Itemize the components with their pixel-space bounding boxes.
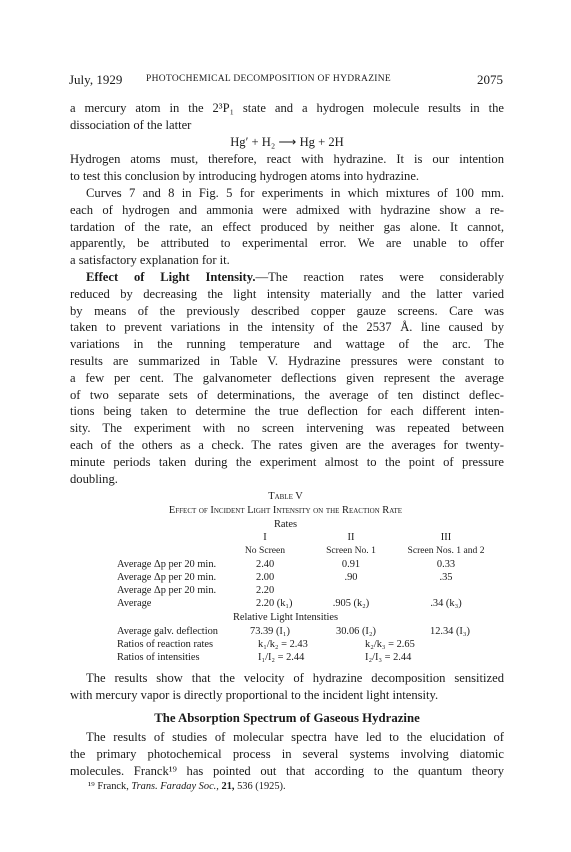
paragraph-4 xyxy=(70,269,504,487)
rates-heading: Rates xyxy=(273,519,298,530)
text-line: a satisfactory explanation for it. xyxy=(70,253,230,268)
row-label: Average xyxy=(117,598,152,609)
text-line: tardation of the rate, an effect produced by neither gas alone. It cannot, xyxy=(70,219,504,234)
cell-value: I₁/I₂ = 2.44 xyxy=(258,652,305,663)
column-number: III xyxy=(440,532,452,543)
equation-text: Hg′ + H₂ ⟶ Hg + 2H xyxy=(230,135,344,149)
text-line: doubling. xyxy=(70,471,118,486)
text-line: Hydrogen atoms must, therefore, react with hydrazine. It is our intention xyxy=(70,152,504,166)
row-label: Average Δp per 20 min. xyxy=(117,572,217,583)
row-label: Average Δp per 20 min. xyxy=(117,585,217,596)
text-line: to test this conclusion by introducing hydrogen atoms into hydrazine. xyxy=(70,168,420,183)
text-line: variations in the running temperature and wattage of the arc. The xyxy=(70,337,504,352)
column-header: No Screen xyxy=(244,545,286,556)
text-line: with mercury vapor is directly proportional to the incident light intensity. xyxy=(70,687,439,702)
text-line: a mercury atom in the 2³P₁ state and a hydrogen molecule results in the xyxy=(70,101,504,115)
footnote-volume: 21, xyxy=(221,781,235,792)
cell-value: 12.34 (I₃) xyxy=(430,626,470,637)
text-line: minute periods taken during the experiment almost to the point of pressure xyxy=(70,454,504,469)
table-label: Table V xyxy=(268,491,303,502)
text-line: results are summarized in Table V. Hydrazine pressures were constant to xyxy=(70,353,504,368)
header-running-title: PHOTOCHEMICAL DECOMPOSITION OF HYDRAZINE xyxy=(146,74,392,84)
cell-value: .34 (k₃) xyxy=(430,598,462,609)
footnote xyxy=(88,781,286,792)
text-line: taken to prevent variations in the intensity of the 2537 Å. line caused by xyxy=(70,320,504,335)
cell-value: k₂/k₃ = 2.65 xyxy=(365,639,415,650)
text-line: apparently, be attributed to experimental error. We are unable to offer xyxy=(70,236,504,251)
text-line: The results show that the velocity of hydrazine decomposition sensitized xyxy=(86,671,504,685)
footnote-journal: Trans. Faraday Soc., xyxy=(131,781,219,792)
table-row xyxy=(0,626,571,639)
text-line: sity. The experiment with no screen intervening was repeated between xyxy=(70,421,504,436)
table-row xyxy=(0,639,571,652)
intensity-heading: Relative Light Intensities xyxy=(232,612,339,623)
column-header: Screen No. 1 xyxy=(326,545,376,556)
text-line: molecules. Franck¹⁹ has pointed out that according to the quantum theory xyxy=(70,763,504,778)
column-header: Screen Nos. 1 and 2 xyxy=(407,545,485,556)
section-heading: The Absorption Spectrum of Gaseous Hydrazine xyxy=(154,711,420,725)
header-date: July, 1929 xyxy=(69,72,123,87)
column-numbers-row xyxy=(0,532,571,545)
column-number: I xyxy=(263,532,267,543)
text-line: each of the others as a check. The rates given are the averages for twenty- xyxy=(70,437,504,452)
cell-value: 0.33 xyxy=(436,559,456,570)
text-line: the primary photochemical process in several systems involving diatomic xyxy=(70,746,504,761)
cell-value: k₁/k₂ = 2.43 xyxy=(258,639,308,650)
cell-value: 2.40 xyxy=(256,559,275,570)
cell-value: .90 xyxy=(344,572,358,583)
row-label: Average Δp per 20 min. xyxy=(117,559,217,570)
paragraph-5 xyxy=(70,670,504,704)
text-line: The results of studies of molecular spectra have led to the elucidation of xyxy=(86,730,504,744)
text-line: each of hydrogen and ammonia were admixed with hydrazine show a re- xyxy=(70,202,504,217)
paragraph-1 xyxy=(70,100,504,134)
row-label: Ratios of reaction rates xyxy=(117,639,214,650)
row-label: Ratios of intensities xyxy=(117,652,200,663)
row-label: Average galv. deflection xyxy=(117,626,218,637)
cell-value: 2.20 (k₁) xyxy=(256,598,293,609)
text-line: by means of the previously described copper gauze screens. Care was xyxy=(70,303,504,318)
paragraph-2 xyxy=(70,151,504,185)
column-number: II xyxy=(347,532,355,543)
table-row xyxy=(0,598,571,611)
text-line: a few per cent. The galvanometer deflections given represent the average xyxy=(70,370,504,385)
text-line: tions being taken to determine the true deflection for each different inten- xyxy=(70,404,504,419)
header-page-number: 2075 xyxy=(477,72,503,87)
table-row xyxy=(0,585,571,598)
cell-value: .905 (k₂) xyxy=(332,598,370,609)
paragraph-4-heading: Effect of Light Intensity. xyxy=(86,270,256,284)
footnote-marker: ¹⁹ xyxy=(88,781,95,792)
cell-value: I₂/I₃ = 2.44 xyxy=(365,652,412,663)
table-row xyxy=(0,559,571,572)
footnote-author: Franck, xyxy=(97,781,129,792)
column-names-row xyxy=(0,545,571,558)
text-line: of two separate sets of determinations, the average of ten distinct deflec- xyxy=(70,387,504,402)
paragraph-6 xyxy=(70,729,504,779)
equation xyxy=(70,134,504,151)
text-line: reduced by decreasing the light intensity materially and the latter varied xyxy=(70,286,504,301)
text-line: Effect of Light Intensity.—The reaction rates were considerably xyxy=(86,270,504,284)
cell-value: 30.06 (I₂) xyxy=(336,626,376,637)
cell-value: 73.39 (I₁) xyxy=(250,626,290,637)
cell-value: 2.20 xyxy=(256,585,275,596)
cell-value: 0.91 xyxy=(341,559,361,570)
text-line: Curves 7 and 8 in Fig. 5 for experiments in which mixtures of 100 mm. xyxy=(86,186,504,200)
table-caption: Effect of Incident Light Intensity on the Reaction Rate xyxy=(168,505,403,516)
cell-value: 2.00 xyxy=(256,572,275,583)
footnote-rest: 536 (1925). xyxy=(237,781,286,792)
cell-value: .35 xyxy=(439,572,453,583)
paragraph-3 xyxy=(70,185,504,269)
page-header xyxy=(69,72,503,90)
table-row xyxy=(0,572,571,585)
text-line: dissociation of the latter xyxy=(70,117,192,132)
table-row xyxy=(0,652,571,665)
